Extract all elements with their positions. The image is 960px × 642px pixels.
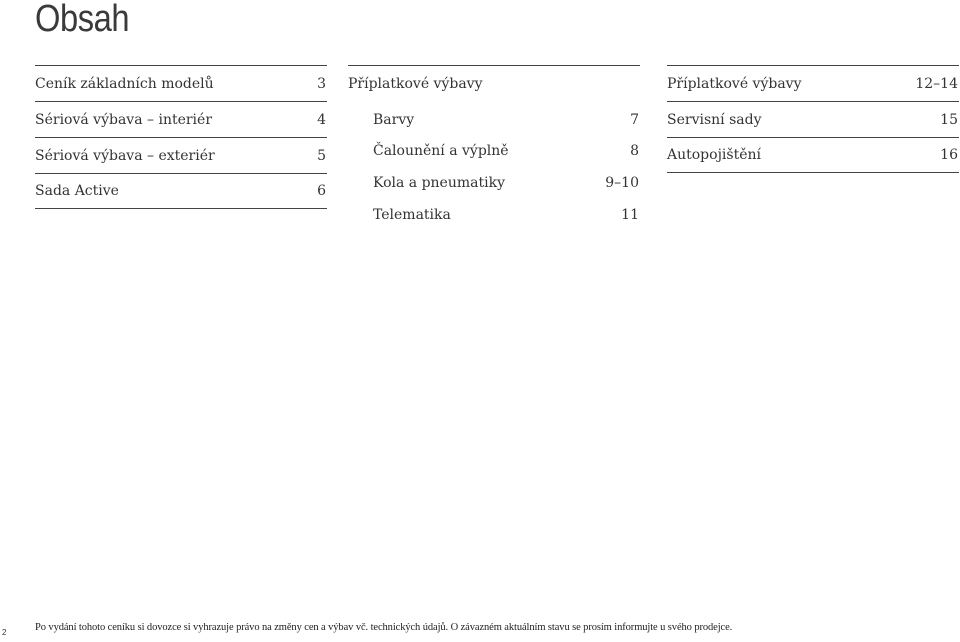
toc-entry-label: Sériová výbava – interiér xyxy=(35,111,213,128)
toc-subentry-page: 11 xyxy=(621,207,639,223)
toc-entry-label: Servisní sady xyxy=(667,111,762,128)
toc-subentry-page: 9–10 xyxy=(605,175,639,191)
toc-entry[interactable] xyxy=(667,137,959,173)
toc-subentry-page: 8 xyxy=(630,143,639,159)
toc-entry-label: Autopojištění xyxy=(667,147,761,163)
toc-column-1 xyxy=(35,65,327,209)
toc-entry-label: Ceník základních modelů xyxy=(35,75,214,92)
toc-entry[interactable] xyxy=(35,65,327,101)
toc-entry-label: Sériová výbava – exteriér xyxy=(35,147,215,164)
toc-column-3 xyxy=(667,65,959,173)
footer-note: Po vydání tohoto ceníku si dovozce si vyhrazuje právo na změny cen a výbav vč. technických údajů. O závazném aktuálním stavu se prosím informujte u svého prodejce. xyxy=(35,622,733,633)
page-title: Obsah xyxy=(35,0,130,40)
toc-entry[interactable] xyxy=(35,101,327,137)
toc-subentry-page: 7 xyxy=(630,112,639,128)
toc-entry-page: 15 xyxy=(940,111,958,128)
toc-entry[interactable] xyxy=(35,137,327,173)
page-number: 2 xyxy=(2,628,7,637)
toc-subentry[interactable] xyxy=(348,101,640,135)
toc-entry-page: 3 xyxy=(317,75,326,92)
toc-entry-page: 12–14 xyxy=(915,75,958,92)
toc-entry-page: 4 xyxy=(317,111,326,128)
toc-subentry-label: Kola a pneumatiky xyxy=(373,175,505,191)
toc-subentry[interactable] xyxy=(348,167,640,199)
toc-section-heading[interactable] xyxy=(348,65,640,101)
toc-entry[interactable] xyxy=(667,65,959,101)
toc-entry-page: 16 xyxy=(940,147,958,163)
toc-subentry[interactable] xyxy=(348,199,640,231)
toc-entry-page: 6 xyxy=(317,183,326,199)
toc-entry-page: 5 xyxy=(317,147,326,164)
toc-subentry-label: Barvy xyxy=(373,112,415,128)
toc-entry-label: Sada Active xyxy=(35,183,119,199)
toc-entry[interactable] xyxy=(35,173,327,209)
toc-column-2 xyxy=(348,65,640,231)
toc-entry[interactable] xyxy=(667,101,959,137)
toc-section-heading-label: Příplatkové výbavy xyxy=(348,75,483,92)
toc-subentry-label: Čalounění a výplně xyxy=(373,143,509,159)
toc-subentry[interactable] xyxy=(348,135,640,167)
toc-subentry-label: Telematika xyxy=(373,207,451,223)
toc-entry-label: Příplatkové výbavy xyxy=(667,75,802,92)
